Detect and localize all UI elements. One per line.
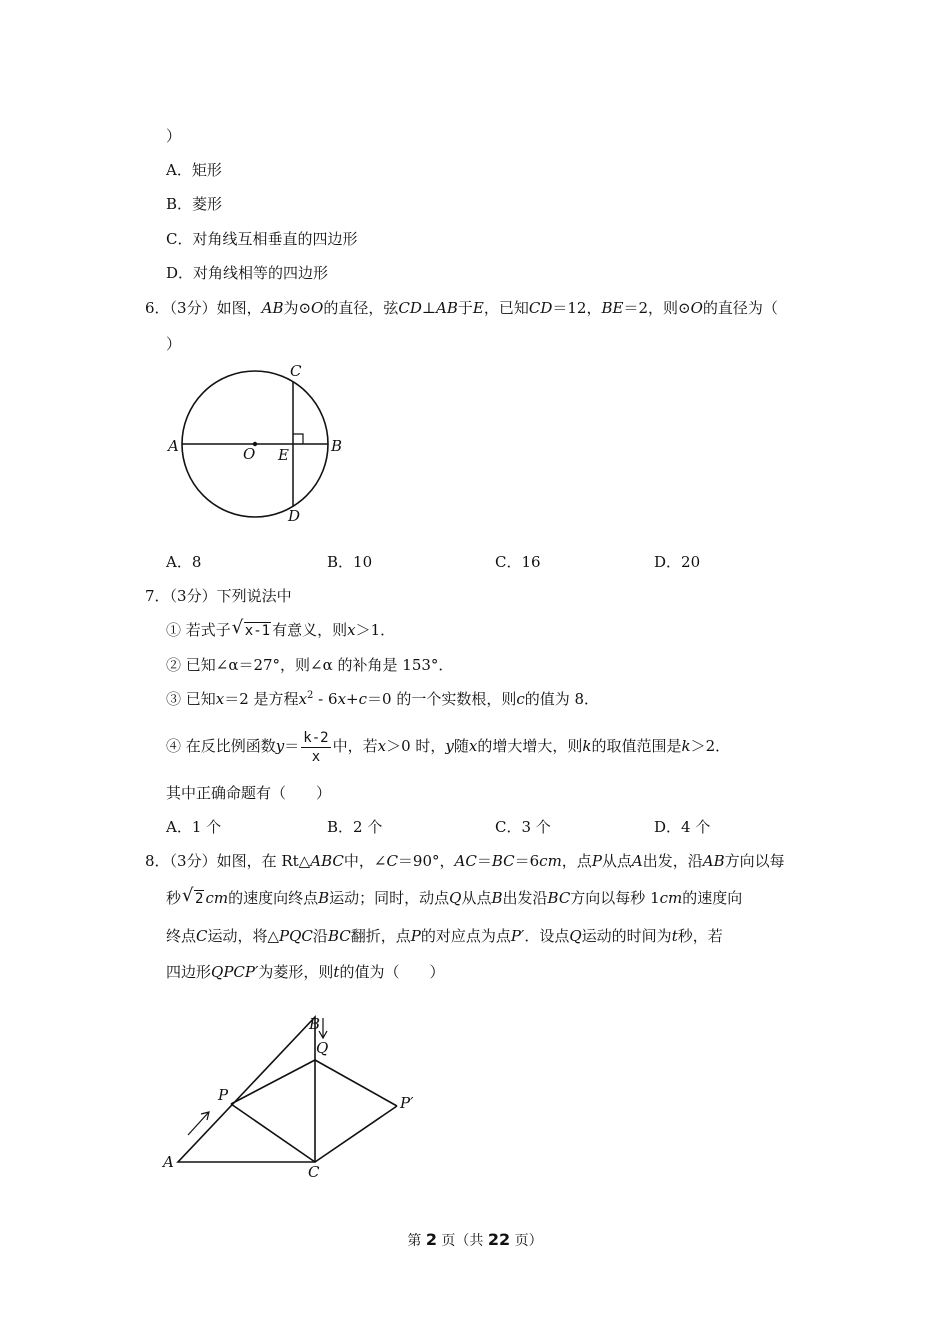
segment-pc: [231, 1104, 315, 1162]
q5-option-b: B．菱形: [166, 195, 223, 213]
q8-line-2: 秒 √ 2 cm的速度向终点B运动；同时，动点Q从点B出发沿BC方向以每秒 1cm的速度向: [166, 885, 743, 907]
q7-option-a: A．1 个: [166, 818, 222, 836]
q5-close-paren: ）: [166, 127, 182, 145]
label-e: E: [278, 446, 289, 464]
q5-option-d: D．对角线相等的四边形: [166, 264, 329, 282]
q6-option-d: D．20: [654, 553, 701, 571]
q6-option-c: C．16: [495, 553, 541, 571]
q7-option-b: B．2 个: [327, 818, 383, 836]
q5-option-c: C．对角线互相垂直的四边形: [166, 230, 358, 248]
label-p-prime: P′: [400, 1094, 414, 1112]
q6-circle-figure: [160, 360, 360, 530]
arrow-up-shaft: [188, 1113, 208, 1135]
q5-option-a: A．矩形: [166, 161, 222, 179]
segment-qpp: [315, 1060, 397, 1106]
label-p: P: [218, 1086, 229, 1104]
page-number: 2: [425, 1230, 437, 1249]
q7-stem: 7．（3分）下列说法中: [145, 587, 292, 605]
q6-close-paren: ）: [166, 335, 182, 353]
q7-conclusion: 其中正确命题有（ ）: [166, 784, 332, 802]
sqrt-expression: √ x-1: [231, 617, 271, 639]
label-b: B: [331, 437, 343, 455]
q6-stem: 6．（3分）如图，AB为⊙O的直径，弦CD⊥AB于E，已知CD＝12，BE＝2，则⊙O的直径为（: [145, 299, 778, 317]
q6-option-b: B．10: [327, 553, 373, 571]
q8-line-3: 终点C运动，将△PQC沿BC翻折，点P的对应点为点P′．设点Q运动的时间为t秒，若: [166, 927, 723, 945]
label-a: A: [163, 1153, 174, 1171]
label-b: B: [309, 1015, 321, 1033]
q8-line-1: 8．（3分）如图，在 Rt△ABC中，∠C＝90°，AC＝BC＝6cm，点P从点A出发，沿AB方向以每: [145, 852, 785, 870]
page-footer: 第 2 页（共 22 页）: [407, 1230, 543, 1249]
q6-option-a: A．8: [166, 553, 202, 571]
label-o: O: [243, 445, 256, 463]
q7-option-c: C．3 个: [495, 818, 551, 836]
q7-option-d: D．4 个: [654, 818, 711, 836]
right-angle-mark: [293, 434, 303, 444]
q8-rhombus-figure: [160, 1015, 430, 1185]
label-c: C: [308, 1163, 320, 1181]
label-q: Q: [316, 1039, 329, 1057]
total-pages: 22: [487, 1230, 511, 1249]
q8-line-4: 四边形QPCP′为菱形，则t的值为（ ）: [166, 963, 445, 981]
q7-statement-4: ④ 在反比例函数y＝ $\frac{k-2}{x}$ 中，若x＞0 时，y随x的增大增大，则k的取值范围是k＞2．: [166, 729, 731, 765]
q7-statement-1: ① 若式子 √ x-1 有意义，则x＞1．: [166, 617, 396, 639]
segment-cpp: [315, 1106, 397, 1162]
triangle-abc: [178, 1017, 315, 1162]
q7-statement-2: ② 已知∠α＝27°，则∠α 的补角是 153°．: [166, 656, 454, 674]
segment-pq: [231, 1060, 315, 1104]
label-a: A: [168, 437, 179, 455]
q7-statement-3: ③ 已知x＝2 是方程$x^2 - 6x+c=0$ 的一个实数根，则c的值为 8．: [166, 690, 600, 708]
sqrt-2-expression: √ 2: [182, 885, 204, 907]
label-d: D: [288, 507, 301, 525]
label-c: C: [290, 362, 302, 380]
fraction-expression: $\frac{k-2}{x}$: [303, 729, 329, 765]
